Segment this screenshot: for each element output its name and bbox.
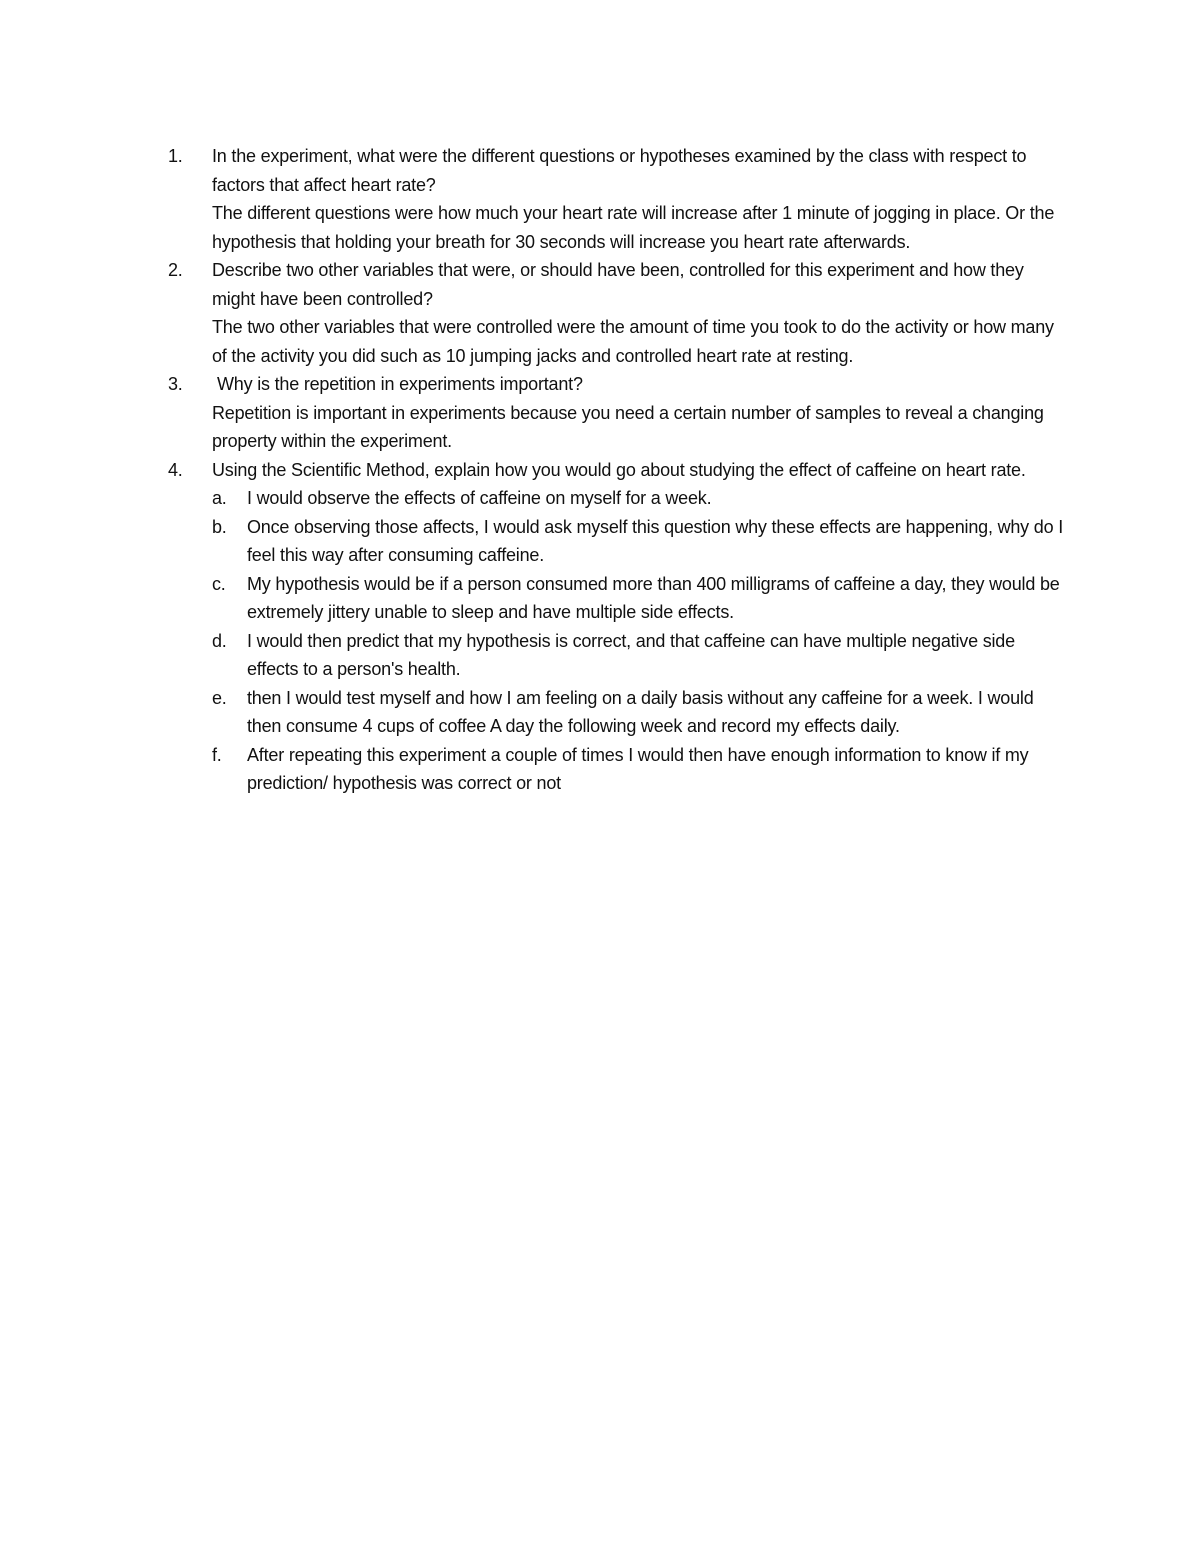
- question-text: Using the Scientific Method, explain how you would go about studying the effect of caffeine on heart rate.: [212, 459, 1026, 480]
- question-number: 4.: [168, 459, 183, 480]
- question-item-3: [168, 370, 1068, 456]
- step-item-e: [212, 684, 1068, 741]
- step-letter: f.: [212, 744, 222, 765]
- step-text: After repeating this experiment a couple of times I would then have enough information to know if my prediction/ hypothesis was correct or not: [247, 744, 1029, 793]
- question-text: Why is the repetition in experiments important?: [217, 374, 583, 394]
- step-item-b: [212, 513, 1068, 570]
- question-text: In the experiment, what were the different questions or hypotheses examined by the class with respect to factors that affect heart rate?: [212, 146, 1027, 195]
- step-item-a: [212, 484, 1068, 513]
- question-item-1: [168, 142, 1068, 256]
- answer-text: Repetition is important in experiments because you need a certain number of samples to reveal a changing property within the experiment.: [212, 402, 1044, 451]
- question-text: Describe two other variables that were, or should have been, controlled for this experiment and how they might have been controlled?: [212, 260, 1024, 309]
- step-text: then I would test myself and how I am feeling on a daily basis without any caffeine for a week. I would then consume 4 cups of coffee A day the following week and record my effects daily.: [247, 687, 1034, 736]
- step-text: I would then predict that my hypothesis is correct, and that caffeine can have multiple negative side effects to a person's health.: [247, 630, 1015, 679]
- step-letter: a.: [212, 488, 227, 508]
- question-item-2: [168, 256, 1068, 370]
- step-letter: b.: [212, 516, 227, 537]
- step-item-f: [212, 741, 1068, 798]
- step-item-c: [212, 570, 1068, 627]
- answer-text: The two other variables that were controlled were the amount of time you took to do the activity or how many of the activity you did such as 10 jumping jacks and controlled heart rate at resting.: [212, 317, 1054, 366]
- answer-text: The different questions were how much your heart rate will increase after 1 minute of jogging in place. Or the hypothesis that holding your breath for 30 seconds will increase you heart rate afterwards.: [212, 203, 1055, 252]
- question-number: 3.: [168, 374, 183, 394]
- step-letter: e.: [212, 687, 227, 708]
- question-number: 1.: [168, 146, 183, 166]
- step-letter: c.: [212, 573, 226, 594]
- question-number: 2.: [168, 260, 183, 280]
- step-text: My hypothesis would be if a person consumed more than 400 milligrams of caffeine a day, they would be extremely jittery unable to sleep and have multiple side effects.: [247, 573, 1060, 622]
- step-item-d: [212, 627, 1068, 684]
- question-item-4: [168, 456, 1068, 798]
- question-list: [168, 142, 1068, 798]
- step-letter: d.: [212, 630, 227, 651]
- step-text: I would observe the effects of caffeine on myself for a week.: [247, 488, 712, 508]
- step-text: Once observing those affects, I would ask myself this question why these effects are happening, why do I feel this way after consuming caffeine.: [247, 516, 1064, 565]
